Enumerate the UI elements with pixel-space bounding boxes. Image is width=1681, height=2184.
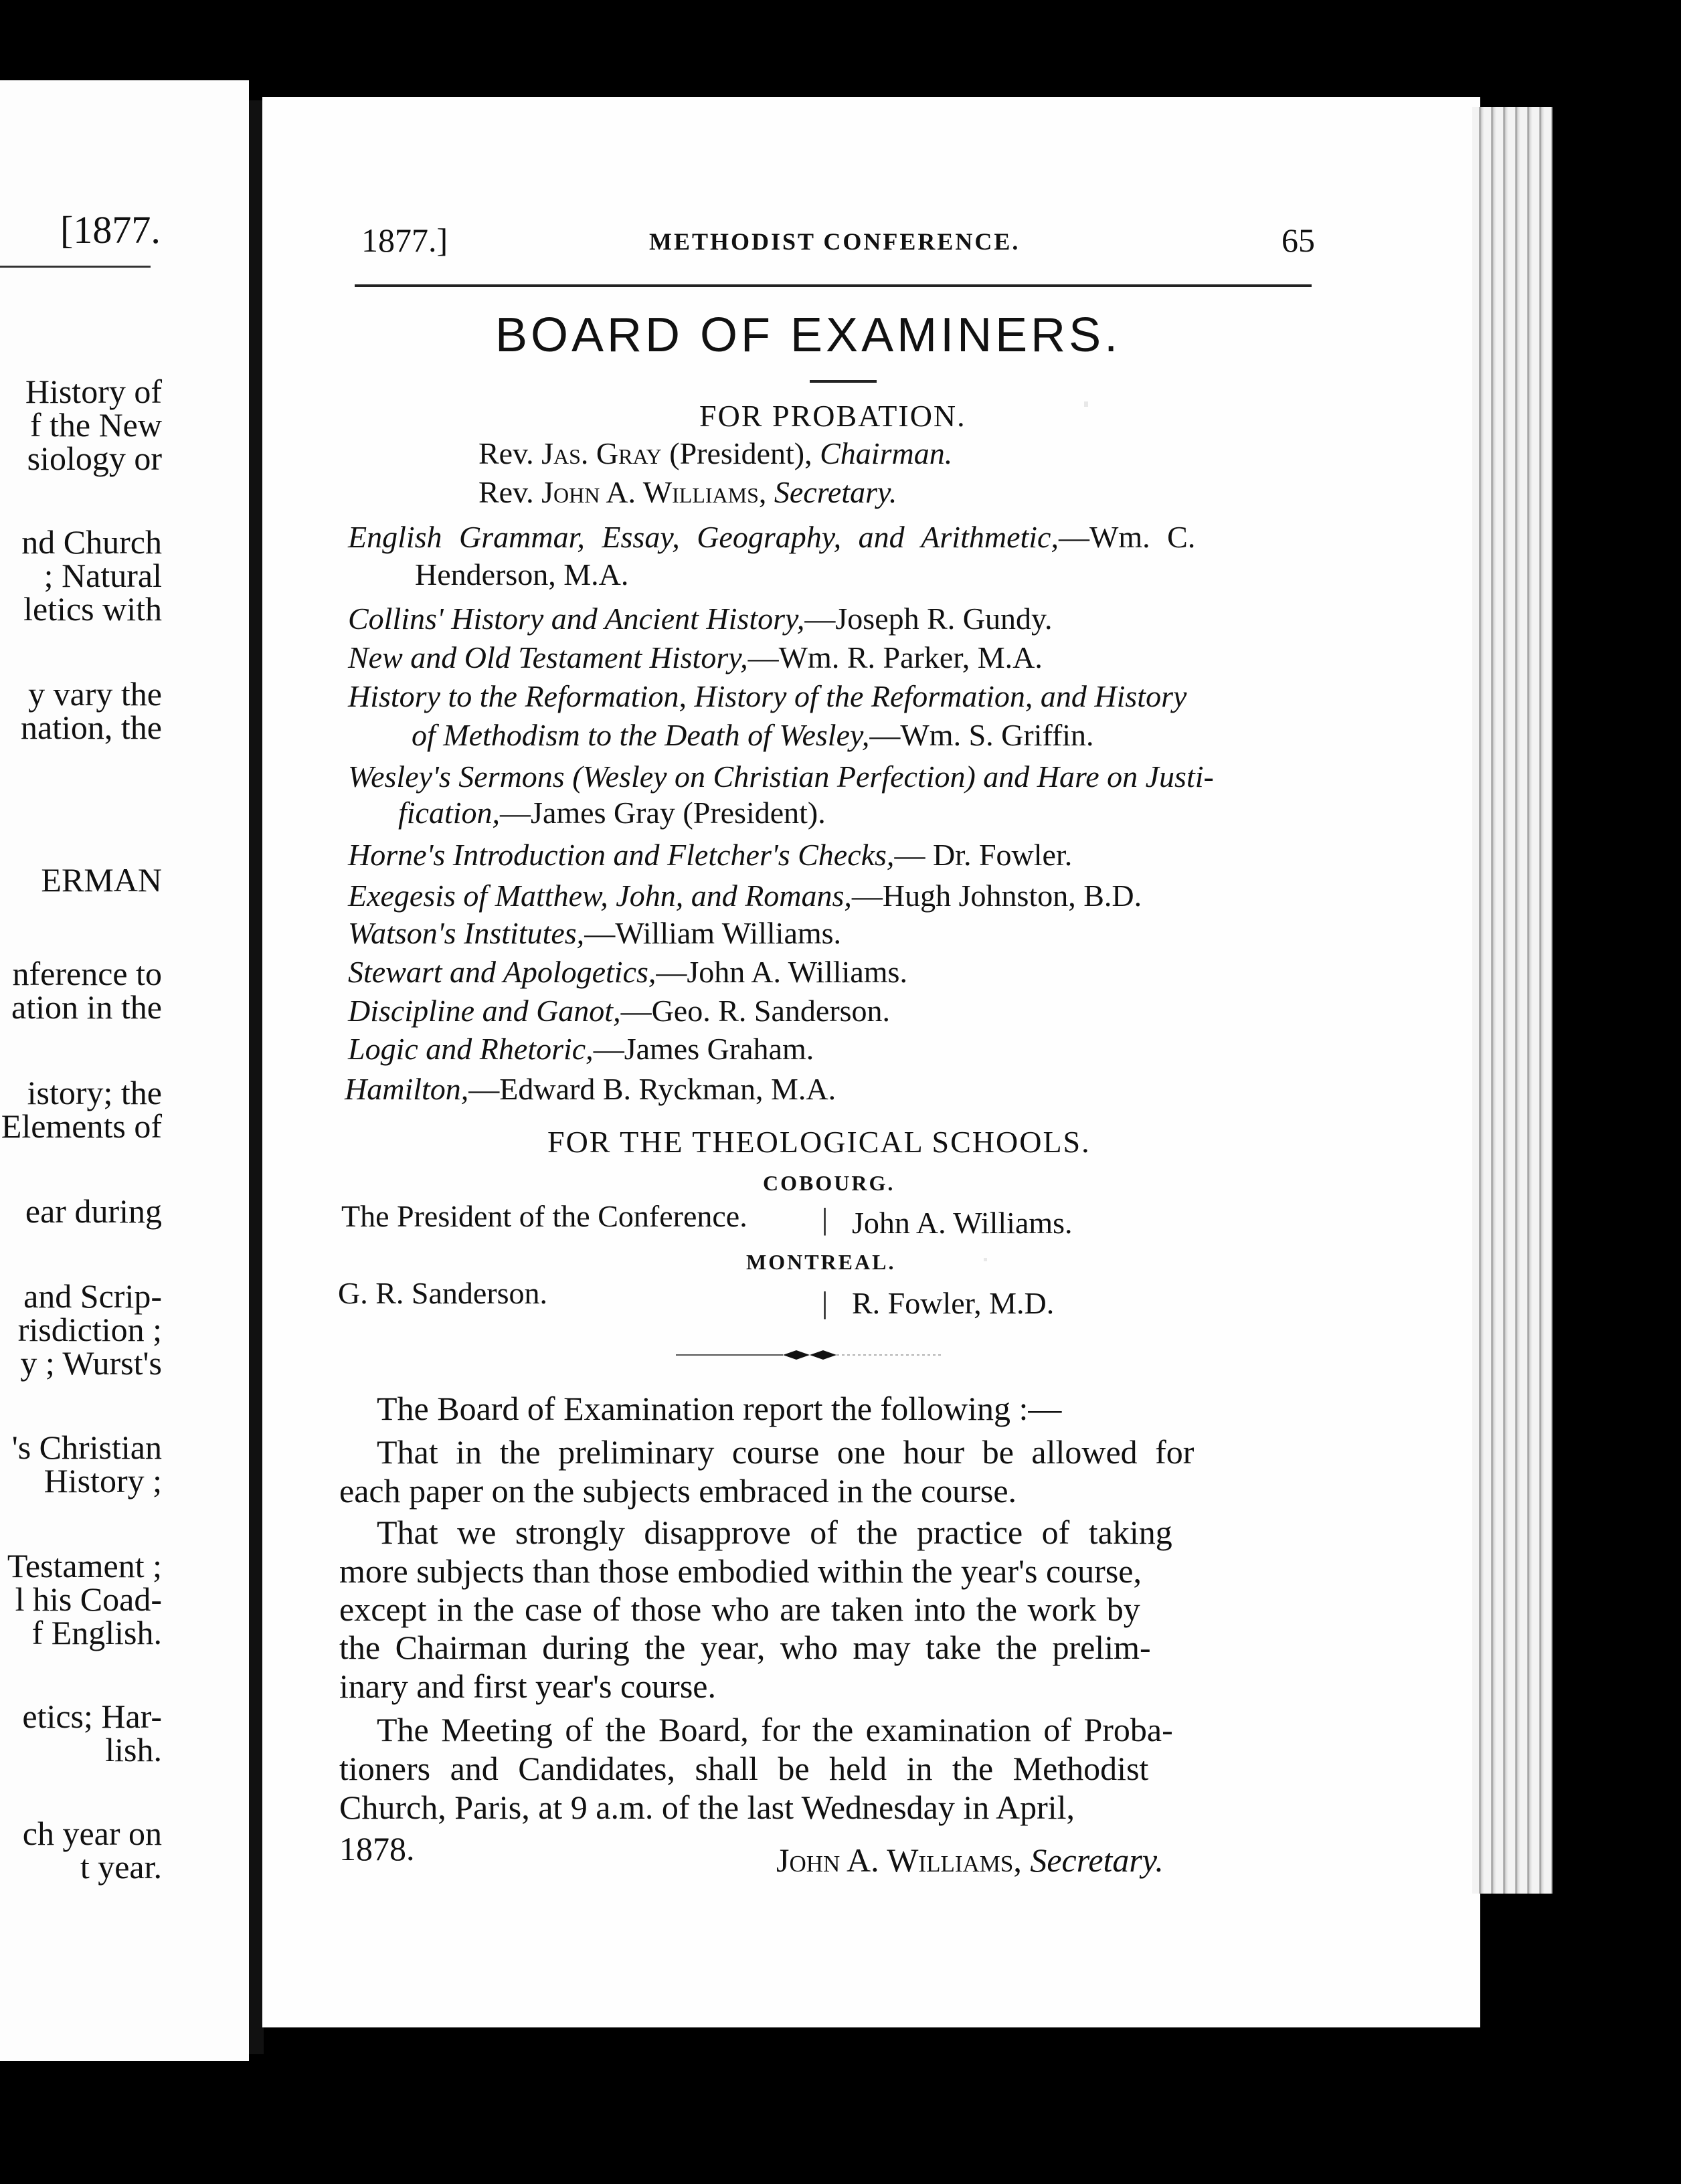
entry-examiner: —Edward B. Ryckman, M.A. — [468, 1072, 836, 1106]
left-line: f English. — [31, 1614, 162, 1651]
examiner-entry — [348, 761, 1214, 792]
report-line: tioners and Candidates, shall be held in the Methodist — [339, 1750, 1149, 1787]
left-line: risdiction ; — [17, 1311, 162, 1348]
examiner-entry — [348, 522, 1195, 553]
examiner-entry — [348, 957, 907, 988]
left-line: ; Natural — [43, 557, 162, 594]
examiner-entry — [348, 1034, 814, 1065]
left-page — [0, 80, 249, 2061]
montreal-left-examiner: G. R. Sanderson. — [338, 1276, 548, 1310]
left-line: ear during — [25, 1192, 162, 1230]
montreal-heading: MONTREAL. — [746, 1250, 896, 1274]
left-line: t year. — [80, 1848, 162, 1886]
examiner-entry — [348, 996, 890, 1026]
book-gutter — [249, 100, 264, 2054]
signature-name: John A. Williams — [776, 1841, 1014, 1879]
entry-subject: Wesley's Sermons (Wesley on Christian Perfection) and Hare on Justi- — [348, 759, 1214, 794]
examiner-entry — [345, 1074, 836, 1105]
entry-subject: Exegesis of Matthew, John, and Romans, — [348, 879, 852, 913]
entry-examiner: —John A. Williams. — [656, 955, 907, 989]
entry-subject: English Grammar, Essay, Geography, and Arithmetic, — [348, 520, 1059, 554]
examiner-entry — [348, 918, 841, 949]
entry-examiner: —Wm. C. — [1058, 520, 1196, 554]
entry-examiner: —James Gray (President). — [500, 796, 826, 830]
report-line: more subjects than those embodied within the year's course, — [339, 1552, 1142, 1590]
page-speck — [984, 1258, 987, 1261]
entry-subject: Horne's Introduction and Fletcher's Checks, — [348, 838, 895, 872]
chairman-name: Jas. Gray — [541, 436, 662, 470]
entry-examiner: —Wm. S. Griffin. — [869, 718, 1094, 752]
left-line: nd Church — [21, 523, 162, 561]
secretary-middle: , — [758, 475, 774, 509]
entry-examiner: Henderson, M.A. — [415, 557, 629, 592]
cobourg-left-examiner: The President of the Conference. — [341, 1199, 747, 1233]
report-line: each paper on the subjects embraced in the course. — [339, 1472, 1017, 1510]
examiner-entry — [348, 604, 1053, 634]
examiner-entry — [348, 840, 1072, 871]
cobourg-right-examiner: John A. Williams. — [852, 1206, 1073, 1240]
report-line: Church, Paris, at 9 a.m. of the last Wednesday in April, — [339, 1789, 1075, 1826]
left-line: Elements of — [1, 1107, 162, 1145]
report-line: inary and first year's course. — [339, 1667, 716, 1705]
entry-examiner: —Hugh Johnston, B.D. — [851, 879, 1142, 913]
left-line: l his Coad- — [15, 1580, 162, 1618]
left-line: etics; Har- — [22, 1698, 162, 1735]
left-line: and Scrip- — [23, 1277, 162, 1315]
entry-examiner: —Joseph R. Gundy. — [804, 602, 1053, 636]
page-speck — [1084, 401, 1088, 407]
entry-subject: New and Old Testament History, — [348, 640, 748, 674]
left-line: nation, the — [20, 709, 162, 746]
secretary-name: John A. Williams — [541, 475, 759, 509]
left-line: ERMAN — [41, 861, 162, 899]
entry-examiner: —Geo. R. Sanderson. — [620, 994, 891, 1028]
page-number: 65 — [1281, 221, 1315, 259]
left-line: History of — [25, 373, 162, 410]
left-line: lish. — [105, 1731, 162, 1768]
report-year: 1878. — [339, 1830, 415, 1868]
secretary-prefix: Rev. — [478, 475, 542, 509]
left-line: istory; the — [27, 1074, 162, 1111]
signature-role: Secretary. — [1030, 1841, 1164, 1879]
left-line: Testament ; — [7, 1547, 162, 1584]
left-line: y vary the — [28, 675, 162, 713]
report-line: The Meeting of the Board, for the examination of Proba- — [377, 1711, 1173, 1748]
entry-subject: fication, — [398, 796, 501, 830]
ornament-divider — [676, 1348, 944, 1362]
page-edges — [1472, 107, 1553, 1894]
examiner-entry — [348, 681, 1186, 712]
entry-subject: Hamilton, — [345, 1072, 469, 1106]
chairman-middle: (President), — [661, 436, 820, 470]
left-line: 's Christian — [11, 1429, 162, 1466]
chairman-line — [478, 438, 952, 469]
secretary-role: Secretary. — [774, 475, 897, 509]
examiner-entry — [348, 881, 1142, 911]
entry-subject: Watson's Institutes, — [348, 916, 585, 950]
entry-examiner: — Dr. Fowler. — [894, 838, 1073, 872]
entry-subject: Stewart and Apologetics, — [348, 955, 656, 989]
chairman-role: Chairman. — [820, 436, 953, 470]
left-header-rule — [0, 266, 151, 268]
header-rule — [355, 284, 1312, 287]
left-page-header: [1877. — [60, 208, 161, 252]
chairman-prefix: Rev. — [478, 436, 542, 470]
entry-subject: Discipline and Ganot, — [348, 994, 621, 1028]
probation-heading: FOR PROBATION. — [699, 399, 966, 433]
report-line: the Chairman during the year, who may take the prelim- — [339, 1629, 1151, 1666]
entry-subject: Collins' History and Ancient History, — [348, 602, 805, 636]
title-rule — [810, 380, 877, 383]
cobourg-heading: COBOURG. — [763, 1171, 895, 1195]
report-line: The Board of Examination report the following :— — [377, 1390, 1062, 1427]
report-line: That we strongly disapprove of the practice of taking — [377, 1514, 1172, 1551]
report-line: That in the preliminary course one hour be allowed for — [377, 1433, 1195, 1471]
entry-subject: History to the Reformation, History of the Reformation, and History — [348, 679, 1187, 713]
column-divider: | — [822, 1285, 828, 1320]
examiner-entry — [412, 720, 1094, 751]
left-line: letics with — [23, 590, 162, 628]
entry-subject: Logic and Rhetoric, — [348, 1032, 594, 1066]
left-line: ch year on — [22, 1815, 162, 1852]
entry-examiner: —William Williams. — [584, 916, 842, 950]
montreal-right-examiner: R. Fowler, M.D. — [852, 1286, 1055, 1320]
entry-subject: of Methodism to the Death of Wesley, — [412, 718, 870, 752]
left-line: f the New — [29, 406, 162, 444]
examiner-entry — [398, 798, 826, 828]
page-title: BOARD OF EXAMINERS. — [495, 308, 1122, 362]
secretary-line — [478, 477, 897, 508]
left-line: y ; Wurst's — [20, 1344, 162, 1382]
column-divider: | — [822, 1202, 828, 1236]
report-line: except in the case of those who are taken into the work by — [339, 1590, 1140, 1628]
running-head-year: 1877.] — [361, 221, 448, 259]
examiner-entry — [415, 559, 628, 590]
left-line: ation in the — [11, 988, 162, 1026]
left-line: siology or — [27, 440, 162, 477]
left-line: nference to — [12, 955, 162, 992]
entry-examiner: —Wm. R. Parker, M.A. — [747, 640, 1043, 674]
signature: John A. Williams, Secretary. — [776, 1841, 1164, 1879]
entry-examiner: —James Graham. — [593, 1032, 814, 1066]
left-line: History ; — [43, 1462, 162, 1499]
examiner-entry — [348, 642, 1043, 673]
theological-heading: FOR THE THEOLOGICAL SCHOOLS. — [547, 1125, 1091, 1159]
running-head-title: METHODIST CONFERENCE. — [649, 228, 1021, 255]
